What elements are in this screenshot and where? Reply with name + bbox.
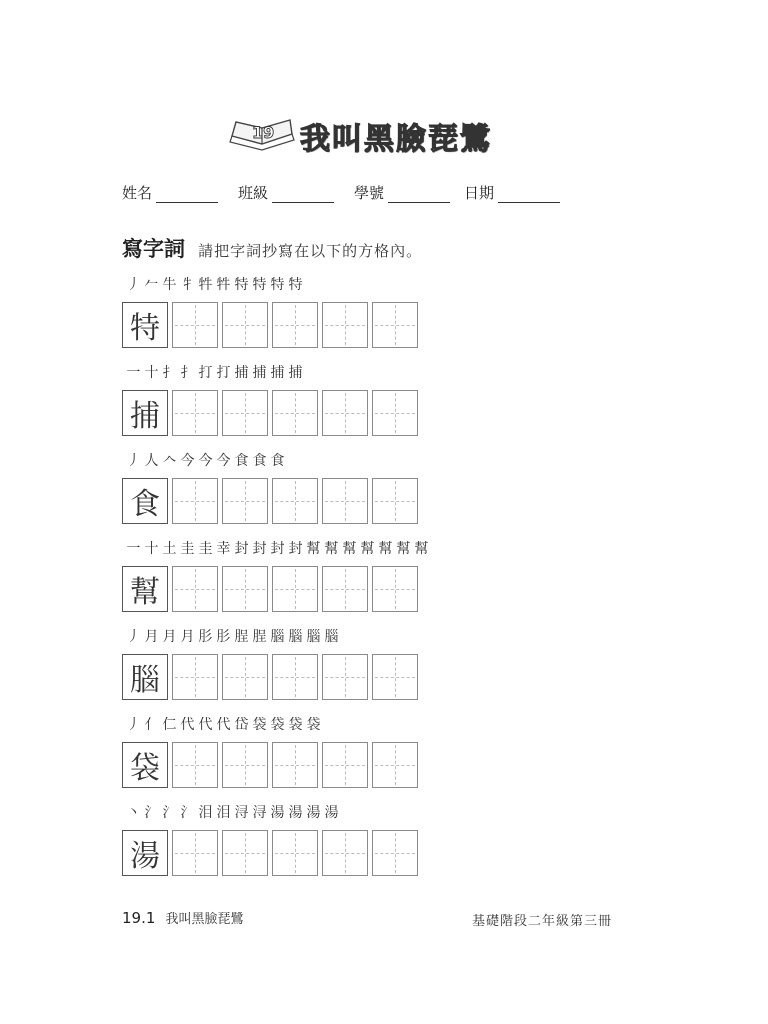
date-label: 日期 xyxy=(464,184,495,202)
stroke-order-sequence xyxy=(126,624,339,646)
stroke-step: 腦 xyxy=(270,629,285,645)
stroke-step: 牛 xyxy=(162,277,177,293)
stroke-step: 十 xyxy=(144,365,159,381)
stroke-step: 捕 xyxy=(288,365,303,381)
student-info-row xyxy=(122,182,592,206)
model-character-box: 袋 xyxy=(122,742,168,788)
stroke-step: 月 xyxy=(180,629,195,645)
stroke-step: 丿 xyxy=(126,629,141,645)
stroke-step: 腦 xyxy=(324,629,339,645)
stroke-step: 圭 xyxy=(180,541,195,557)
stroke-step: 肜 xyxy=(198,629,213,645)
lesson-number: 19.1 xyxy=(122,909,156,927)
practice-writing-box[interactable] xyxy=(372,566,418,612)
practice-writing-box[interactable] xyxy=(272,830,318,876)
stroke-step: 泪 xyxy=(216,805,231,821)
stroke-step: 氵 xyxy=(144,805,159,821)
stroke-step: 亻 xyxy=(144,717,159,733)
stroke-step: 特 xyxy=(270,277,285,293)
student-number-label: 學號 xyxy=(354,184,385,202)
stroke-step: 特 xyxy=(252,277,267,293)
stroke-step: 浔 xyxy=(234,805,249,821)
stroke-step: 代 xyxy=(180,717,195,733)
book-label: 基礎階段二年級第三冊 xyxy=(471,914,612,929)
stroke-step: 圭 xyxy=(198,541,213,557)
open-book-icon xyxy=(228,114,298,152)
stroke-step: 一 xyxy=(126,365,141,381)
name-blank[interactable] xyxy=(156,186,218,203)
stroke-step: 幫 xyxy=(306,541,321,557)
model-character-box: 食 xyxy=(122,478,168,524)
student-number-field[interactable] xyxy=(354,182,450,203)
practice-writing-box[interactable] xyxy=(322,478,368,524)
practice-writing-box[interactable] xyxy=(222,390,268,436)
stroke-step: 幫 xyxy=(414,541,429,557)
writing-box-row xyxy=(122,830,422,876)
stroke-step: 特 xyxy=(234,277,249,293)
stroke-step: 人 xyxy=(144,453,159,469)
model-character-box: 腦 xyxy=(122,654,168,700)
stroke-order-sequence xyxy=(126,272,303,294)
name-field[interactable] xyxy=(122,182,218,203)
practice-writing-box[interactable] xyxy=(322,742,368,788)
writing-box-row xyxy=(122,566,422,612)
practice-writing-box[interactable] xyxy=(322,566,368,612)
class-field[interactable] xyxy=(238,182,334,203)
practice-writing-box[interactable] xyxy=(372,830,418,876)
practice-writing-box[interactable] xyxy=(272,654,318,700)
stroke-order-sequence xyxy=(126,360,303,382)
stroke-step: 今 xyxy=(216,453,231,469)
writing-box-row xyxy=(122,654,422,700)
stroke-step: 打 xyxy=(216,365,231,381)
stroke-step: 𠂉 xyxy=(144,277,159,293)
stroke-step: 牜 xyxy=(180,277,195,293)
model-character-box: 特 xyxy=(122,302,168,348)
practice-writing-box[interactable] xyxy=(322,830,368,876)
practice-writing-box[interactable] xyxy=(222,478,268,524)
stroke-step: 牪 xyxy=(198,277,213,293)
stroke-step: 扌 xyxy=(162,365,177,381)
stroke-step: 食 xyxy=(270,453,285,469)
stroke-step: 腦 xyxy=(288,629,303,645)
stroke-step: 捕 xyxy=(252,365,267,381)
stroke-step: 捕 xyxy=(270,365,285,381)
stroke-step: 丶 xyxy=(126,805,141,821)
stroke-step: 泪 xyxy=(198,805,213,821)
stroke-step: 湯 xyxy=(270,805,285,821)
name-label: 姓名 xyxy=(122,184,153,202)
stroke-step: 脭 xyxy=(252,629,267,645)
stroke-step: 湯 xyxy=(288,805,303,821)
date-field[interactable] xyxy=(464,182,560,203)
stroke-step: 今 xyxy=(198,453,213,469)
practice-writing-box[interactable] xyxy=(322,390,368,436)
model-character-box: 湯 xyxy=(122,830,168,876)
stroke-step: 肜 xyxy=(216,629,231,645)
stroke-step: 特 xyxy=(288,277,303,293)
stroke-step: 氵 xyxy=(180,805,195,821)
practice-writing-box[interactable] xyxy=(172,830,218,876)
stroke-step: 幫 xyxy=(378,541,393,557)
practice-writing-box[interactable] xyxy=(322,654,368,700)
practice-writing-box[interactable] xyxy=(372,390,418,436)
practice-writing-box[interactable] xyxy=(372,302,418,348)
practice-writing-box[interactable] xyxy=(272,478,318,524)
practice-writing-box[interactable] xyxy=(222,566,268,612)
stroke-step: 幫 xyxy=(342,541,357,557)
stroke-step: 打 xyxy=(198,365,213,381)
stroke-step: 十 xyxy=(144,541,159,557)
stroke-step: 今 xyxy=(180,453,195,469)
stroke-step: 幫 xyxy=(360,541,375,557)
stroke-step: 封 xyxy=(288,541,303,557)
stroke-step: 食 xyxy=(252,453,267,469)
stroke-step: 土 xyxy=(162,541,177,557)
practice-writing-box[interactable] xyxy=(172,566,218,612)
class-label: 班級 xyxy=(238,184,269,202)
stroke-step: 浔 xyxy=(252,805,267,821)
stroke-step: 幫 xyxy=(324,541,339,557)
stroke-order-sequence xyxy=(126,800,339,822)
practice-writing-box[interactable] xyxy=(372,654,418,700)
practice-writing-box[interactable] xyxy=(172,478,218,524)
practice-writing-box[interactable] xyxy=(172,742,218,788)
stroke-step: 岱 xyxy=(234,717,249,733)
stroke-step: 腦 xyxy=(306,629,321,645)
page-footer xyxy=(122,908,612,932)
stroke-step: 一 xyxy=(126,541,141,557)
stroke-step: 脭 xyxy=(234,629,249,645)
writing-box-row xyxy=(122,742,422,788)
svg-text:19: 19 xyxy=(252,123,275,142)
stroke-order-sequence xyxy=(126,536,429,558)
practice-writing-box[interactable] xyxy=(172,390,218,436)
practice-writing-box[interactable] xyxy=(222,830,268,876)
model-character-box: 捕 xyxy=(122,390,168,436)
stroke-step: 封 xyxy=(234,541,249,557)
footer-lesson-title: 我叫黑臉琵鷺 xyxy=(165,912,244,927)
page-title: 我叫黑臉琵鷺 xyxy=(300,122,492,157)
stroke-step: 𠆢 xyxy=(162,453,177,469)
practice-writing-box[interactable] xyxy=(272,566,318,612)
stroke-step: 代 xyxy=(216,717,231,733)
stroke-order-sequence xyxy=(126,448,285,470)
practice-writing-box[interactable] xyxy=(372,742,418,788)
stroke-step: 袋 xyxy=(288,717,303,733)
practice-writing-box[interactable] xyxy=(272,390,318,436)
practice-writing-box[interactable] xyxy=(222,742,268,788)
section-title: 寫字詞 xyxy=(122,237,185,261)
stroke-step: 袋 xyxy=(252,717,267,733)
stroke-step: 月 xyxy=(144,629,159,645)
writing-box-row xyxy=(122,302,422,348)
section-instruction: 請把字詞抄寫在以下的方格內。 xyxy=(198,242,423,260)
practice-writing-box[interactable] xyxy=(322,302,368,348)
stroke-step: 代 xyxy=(198,717,213,733)
date-blank[interactable] xyxy=(498,186,560,203)
section-header xyxy=(122,233,422,263)
stroke-step: 丿 xyxy=(126,277,141,293)
practice-writing-box[interactable] xyxy=(222,654,268,700)
practice-writing-box[interactable] xyxy=(222,302,268,348)
stroke-step: 扌 xyxy=(180,365,195,381)
practice-writing-box[interactable] xyxy=(172,654,218,700)
stroke-step: 封 xyxy=(252,541,267,557)
student-number-blank[interactable] xyxy=(388,186,450,203)
stroke-step: 幫 xyxy=(396,541,411,557)
stroke-step: 捕 xyxy=(234,365,249,381)
practice-writing-box[interactable] xyxy=(372,478,418,524)
stroke-step: 湯 xyxy=(306,805,321,821)
stroke-step: 牪 xyxy=(216,277,231,293)
stroke-order-sequence xyxy=(126,712,321,734)
stroke-step: 氵 xyxy=(162,805,177,821)
stroke-step: 幸 xyxy=(216,541,231,557)
stroke-step: 丿 xyxy=(126,717,141,733)
practice-writing-box[interactable] xyxy=(172,302,218,348)
writing-box-row xyxy=(122,390,422,436)
stroke-step: 食 xyxy=(234,453,249,469)
stroke-step: 湯 xyxy=(324,805,339,821)
stroke-step: 袋 xyxy=(270,717,285,733)
stroke-step: 袋 xyxy=(306,717,321,733)
stroke-step: 封 xyxy=(270,541,285,557)
model-character-box: 幫 xyxy=(122,566,168,612)
lesson-title-row xyxy=(228,112,518,156)
practice-writing-box[interactable] xyxy=(272,302,318,348)
writing-box-row xyxy=(122,478,422,524)
stroke-step: 月 xyxy=(162,629,177,645)
class-blank[interactable] xyxy=(272,186,334,203)
stroke-step: 仁 xyxy=(162,717,177,733)
practice-writing-box[interactable] xyxy=(272,742,318,788)
stroke-step: 丿 xyxy=(126,453,141,469)
